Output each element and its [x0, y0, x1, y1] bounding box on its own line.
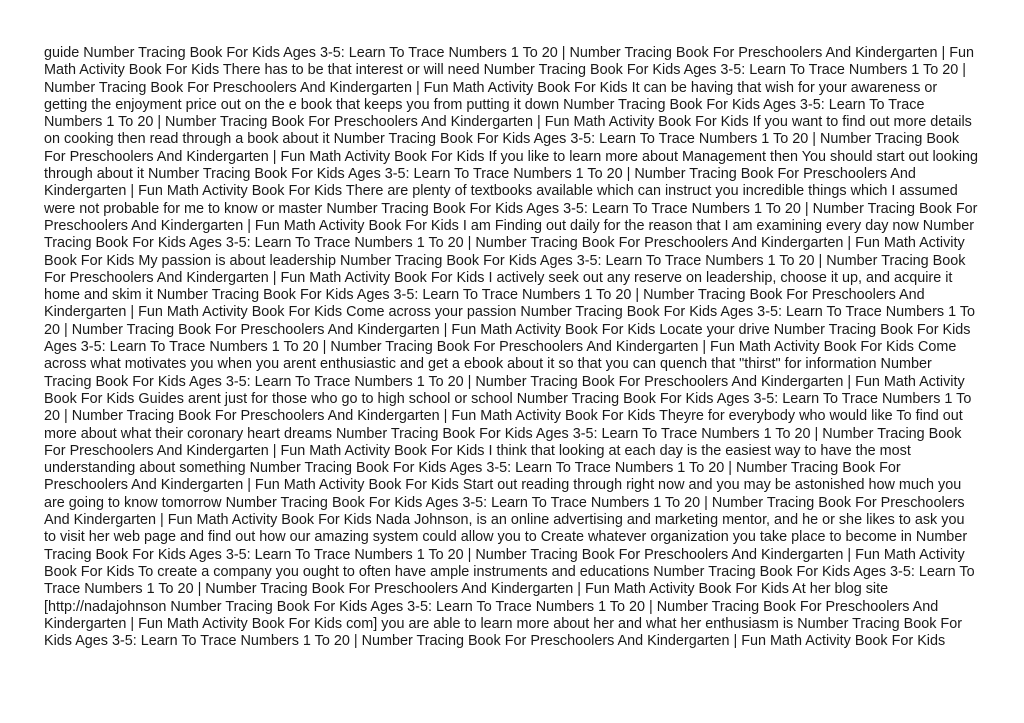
- body-text-paragraph: guide Number Tracing Book For Kids Ages 3-5: Learn To Trace Numbers 1 To 20 | Number Tracing Book For Preschoolers And Kindergarten | Fun Math Activity Book For Kids There has to be that interest or will need Number Tracing Book For Kids Ages 3-5: Learn To Trace Numbers 1 To 20 | Number Tracing Book For Preschoolers And Kindergarten | Fun Math Activity Book For Kids It can be having that wish for your awareness or getting the enjoyment price out on the e book that keeps you from putting it down Number Tracing Book For Kids Ages 3-5: Learn To Trace Numbers 1 To 20 | Number Tracing Book For Preschoolers And Kindergarten | Fun Math Activity Book For Kids If you want to find out more details on cooking then read through a book about it Number Tracing Book For Kids Ages 3-5: Learn To Trace Numbers 1 To 20 | Number Tracing Book For Preschoolers And Kindergarten | Fun Math Activity Book For Kids If you like to learn more about Management then You should start out looking through about it Number Tracing Book For Kids Ages 3-5: Learn To Trace Numbers 1 To 20 | Number Tracing Book For Preschoolers And Kindergarten | Fun Math Activity Book For Kids There are plenty of textbooks available which can instruct you incredible things which I assumed were not probable for me to know or master Number Tracing Book For Kids Ages 3-5: Learn To Trace Numbers 1 To 20 | Number Tracing Book For Preschoolers And Kindergarten | Fun Math Activity Book For Kids I am Finding out daily for the reason that I am examining every day now Number Tracing Book For Kids Ages 3-5: Learn To Trace Numbers 1 To 20 | Number Tracing Book For Preschoolers And Kindergarten | Fun Math Activity Book For Kids My passion is about leadership Number Tracing Book For Kids Ages 3-5: Learn To Trace Numbers 1 To 20 | Number Tracing Book For Preschoolers And Kindergarten | Fun Math Activity Book For Kids I actively seek out any reserve on leadership, choose it up, and acquire it home and skim it Number Tracing Book For Kids Ages 3-5: Learn To Trace Numbers 1 To 20 | Number Tracing Book For Preschoolers And Kindergarten | Fun Math Activity Book For Kids Come across your passion Number Tracing Book For Kids Ages 3-5: Learn To Trace Numbers 1 To 20 | Number Tracing Book For Preschoolers And Kindergarten | Fun Math Activity Book For Kids Locate your drive Number Tracing Book For Kids Ages 3-5: Learn To Trace Numbers 1 To 20 | Number Tracing Book For Preschoolers And Kindergarten | Fun Math Activity Book For Kids Come across what motivates you when you arent enthusiastic and get a ebook about it so that you can quench that "thirst" for information Number Tracing Book For Kids Ages 3-5: Learn To Trace Numbers 1 To 20 | Number Tracing Book For Preschoolers And Kindergarten | Fun Math Activity Book For Kids Guides arent just for those who go to high school or school Number Tracing Book For Kids Ages 3-5: Learn To Trace Numbers 1 To 20 | Number Tracing Book For Preschoolers And Kindergarten | Fun Math Activity Book For Kids Theyre for everybody who would like To find out more about what their coronary heart dreams Number Tracing Book For Kids Ages 3-5: Learn To Trace Numbers 1 To 20 | Number Tracing Book For Preschoolers And Kindergarten | Fun Math Activity Book For Kids I think that looking at each day is the easiest way to have the most understanding about something Number Tracing Book For Kids Ages 3-5: Learn To Trace Numbers 1 To 20 | Number Tracing Book For Preschoolers And Kindergarten | Fun Math Activity Book For Kids Start out reading through right now and you may be astonished how much you are going to know tomorrow Number Tracing Book For Kids Ages 3-5: Learn To Trace Numbers 1 To 20 | Number Tracing Book For Preschoolers And Kindergarten | Fun Math Activity Book For Kids Nada Johnson, is an online advertising and marketing mentor, and he or she likes to ask you to visit her web page and find out how our amazing system could allow you to Create whatever organization you take place to become in Number Tracing Book For Kids Ages 3-5: Learn To Trace Numbers 1 To 20 | Number Tracing Book For Preschoolers And Kindergarten | Fun Math Activity Book For Kids To create a company you ought to often have ample instruments and educations Number Tracing Book For Kids Ages 3-5: Learn To Trace Numbers 1 To 20 | Number Tracing Book For Preschoolers And Kindergarten | Fun Math Activity Book For Kids At her blog site [http://nadajohnson Number Tracing Book For Kids Ages 3-5: Learn To Trace Numbers 1 To 20 | Number Tracing Book For Preschoolers And Kindergarten | Fun Math Activity Book For Kids com] you are able to learn more about her and what her enthusiasm is Number Tracing Book For Kids Ages 3-5: Learn To Trace Numbers 1 To 20 | Number Tracing Book For Preschoolers And Kindergarten | Fun Math Activity Book For Kids: [44, 45, 979, 650]
